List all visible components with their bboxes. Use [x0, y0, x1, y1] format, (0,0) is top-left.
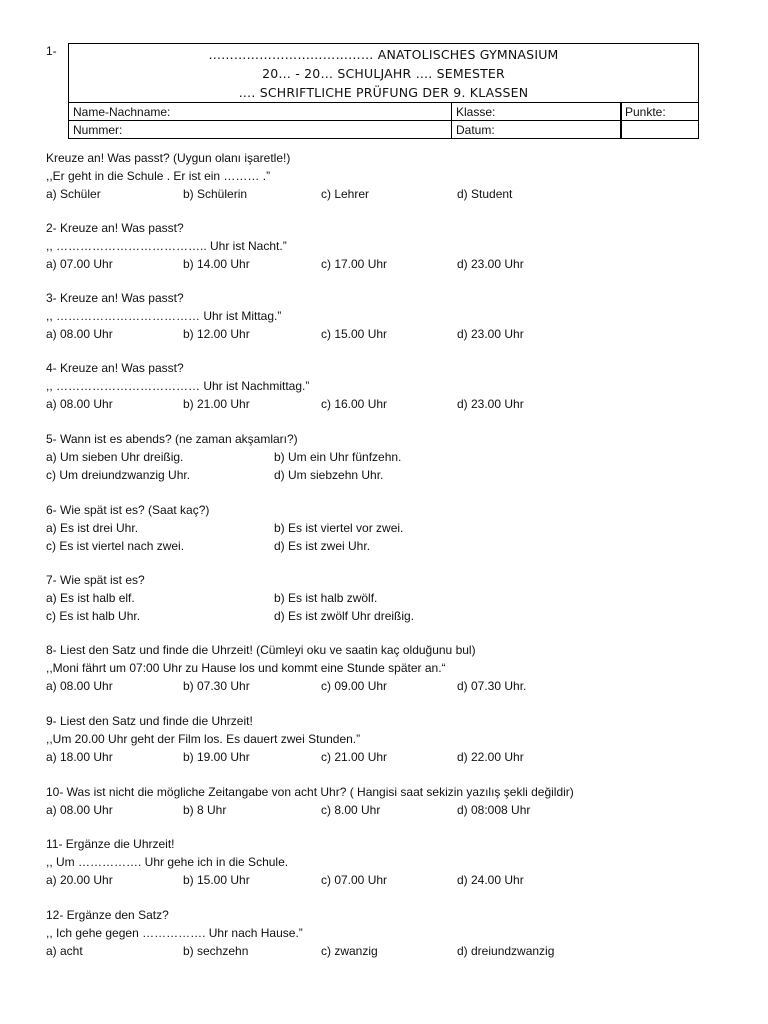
- option-a[interactable]: a) acht: [46, 944, 83, 958]
- option-b[interactable]: b) Schülerin: [183, 187, 248, 201]
- option-d[interactable]: d) 22.00 Uhr: [457, 750, 524, 764]
- options-row: [46, 185, 726, 203]
- punkte-field[interactable]: Punkte:: [625, 105, 666, 119]
- header-row-number: [69, 121, 698, 139]
- question-sentence: ,, ……………………………… Uhr ist Nachmittag.”: [46, 379, 310, 393]
- options-row: [46, 942, 726, 960]
- options-row-1: [46, 519, 726, 537]
- option-b[interactable]: b) 14.00 Uhr: [183, 257, 250, 271]
- option-b[interactable]: b) 12.00 Uhr: [183, 327, 250, 341]
- option-c[interactable]: c) 09.00 Uhr: [321, 679, 388, 693]
- option-a[interactable]: a) Um sieben Uhr dreißig.: [46, 450, 184, 464]
- option-c[interactable]: c) 21.00 Uhr: [321, 750, 388, 764]
- option-a[interactable]: a) 20.00 Uhr: [46, 873, 113, 887]
- option-b[interactable]: b) sechzehn: [183, 944, 249, 958]
- school-year: 20… - 20… SCHULJAHR …. SEMESTER: [262, 66, 505, 81]
- option-c[interactable]: c) Es ist halb Uhr.: [46, 609, 141, 623]
- option-c[interactable]: c) 15.00 Uhr: [321, 327, 388, 341]
- question-11: [46, 835, 726, 889]
- question-6: [46, 501, 726, 555]
- question-sentence: ,, ……………………………… Uhr ist Mittag.”: [46, 309, 282, 323]
- options-row-1: [46, 589, 726, 607]
- option-b[interactable]: b) 8 Uhr: [183, 803, 227, 817]
- option-a[interactable]: a) 07.00 Uhr: [46, 257, 113, 271]
- option-b[interactable]: b) Es ist halb zwölf.: [274, 591, 378, 605]
- option-a[interactable]: a) 08.00 Uhr: [46, 397, 113, 411]
- option-c[interactable]: c) Lehrer: [321, 187, 370, 201]
- question-prompt: 12- Ergänze den Satz?: [46, 908, 169, 922]
- option-d[interactable]: d) 08:008 Uhr: [457, 803, 531, 817]
- option-c[interactable]: c) 8.00 Uhr: [321, 803, 381, 817]
- option-a[interactable]: a) 08.00 Uhr: [46, 803, 113, 817]
- question-sentence: ,,Moni fährt um 07:00 Uhr zu Hause los und kommt eine Stunde später an.“: [46, 661, 446, 675]
- options-row-2: [46, 607, 726, 625]
- question-1: [46, 149, 726, 203]
- question-prompt: 2- Kreuze an! Was passt?: [46, 221, 184, 235]
- option-d[interactable]: d) Es ist zwölf Uhr dreißig.: [274, 609, 415, 623]
- question-7: [46, 571, 726, 625]
- question-4: [46, 359, 726, 413]
- datum-field[interactable]: Datum:: [452, 121, 621, 139]
- option-d[interactable]: d) dreiundzwanzig: [457, 944, 555, 958]
- option-b[interactable]: b) 15.00 Uhr: [183, 873, 250, 887]
- option-d[interactable]: d) 24.00 Uhr: [457, 873, 524, 887]
- question-12: [46, 906, 726, 960]
- options-row-2: [46, 537, 726, 555]
- question-8: [46, 641, 726, 695]
- first-question-number: 1-: [46, 44, 57, 58]
- header-title-block: [69, 44, 698, 103]
- question-sentence: ,, Um ……………. Uhr gehe ich in die Schule.: [46, 855, 289, 869]
- exam-header-table: [68, 43, 699, 139]
- options-row: [46, 871, 726, 889]
- question-sentence: ,, ……………………………….. Uhr ist Nacht.”: [46, 239, 287, 253]
- question-prompt: 11- Ergänze die Uhrzeit!: [46, 837, 175, 851]
- options-row: [46, 325, 726, 343]
- options-row-2: [46, 466, 726, 484]
- option-c[interactable]: c) 17.00 Uhr: [321, 257, 388, 271]
- question-2: [46, 219, 726, 273]
- options-row-1: [46, 448, 726, 466]
- options-row: [46, 677, 726, 695]
- option-c[interactable]: c) Um dreiundzwanzig Uhr.: [46, 468, 191, 482]
- header-row-name: [69, 103, 698, 121]
- option-a[interactable]: a) 08.00 Uhr: [46, 679, 113, 693]
- option-b[interactable]: b) 21.00 Uhr: [183, 397, 250, 411]
- option-d[interactable]: d) Student: [457, 187, 513, 201]
- question-prompt: Kreuze an! Was passt? (Uygun olanı işaretle!): [46, 151, 291, 165]
- option-c[interactable]: c) zwanzig: [321, 944, 378, 958]
- punkte-divider: [621, 103, 622, 139]
- exam-title: …. SCHRIFTLICHE PRÜFUNG DER 9. KLASSEN: [238, 85, 529, 100]
- nummer-field[interactable]: Nummer:: [69, 121, 452, 139]
- option-c[interactable]: c) 16.00 Uhr: [321, 397, 388, 411]
- option-a[interactable]: a) 08.00 Uhr: [46, 327, 113, 341]
- question-prompt: 8- Liest den Satz und finde die Uhrzeit! (Cümleyi oku ve saatin kaç olduğunu bul): [46, 643, 476, 657]
- option-b[interactable]: b) 07.30 Uhr: [183, 679, 250, 693]
- question-prompt: 6- Wie spät ist es? (Saat kaç?): [46, 503, 210, 517]
- question-3: [46, 289, 726, 343]
- question-prompt: 5- Wann ist es abends? (ne zaman akşamları?): [46, 432, 298, 446]
- options-row: [46, 801, 726, 819]
- option-b[interactable]: b) Um ein Uhr fünfzehn.: [274, 450, 402, 464]
- question-10: [46, 783, 726, 819]
- question-prompt: 4- Kreuze an! Was passt?: [46, 361, 184, 375]
- option-b[interactable]: b) Es ist viertel vor zwei.: [274, 521, 404, 535]
- options-row: [46, 395, 726, 413]
- option-b[interactable]: b) 19.00 Uhr: [183, 750, 250, 764]
- option-d[interactable]: d) Es ist zwei Uhr.: [274, 539, 371, 553]
- question-prompt: 3- Kreuze an! Was passt?: [46, 291, 184, 305]
- question-sentence: ,,Um 20.00 Uhr geht der Film los. Es dauert zwei Stunden.”: [46, 732, 361, 746]
- option-a[interactable]: a) Es ist drei Uhr.: [46, 521, 139, 535]
- option-d[interactable]: d) 07.30 Uhr.: [457, 679, 527, 693]
- option-a[interactable]: a) Schüler: [46, 187, 101, 201]
- option-c[interactable]: c) Es ist viertel nach zwei.: [46, 539, 185, 553]
- question-prompt: 7- Wie spät ist es?: [46, 573, 145, 587]
- question-prompt: 10- Was ist nicht die mögliche Zeitangabe von acht Uhr? ( Hangisi saat sekizin yazılış şekli değildir): [46, 785, 574, 799]
- question-sentence: ,,Er geht in die Schule . Er ist ein ……… .”: [46, 169, 271, 183]
- option-d[interactable]: d) Um siebzehn Uhr.: [274, 468, 384, 482]
- options-row: [46, 748, 726, 766]
- option-d[interactable]: d) 23.00 Uhr: [457, 397, 524, 411]
- name-field[interactable]: Name-Nachname:: [69, 103, 452, 121]
- question-sentence: ,, Ich gehe gegen ……………. Uhr nach Hause.”: [46, 926, 303, 940]
- question-prompt: 9- Liest den Satz und finde die Uhrzeit!: [46, 714, 253, 728]
- option-d[interactable]: d) 23.00 Uhr: [457, 327, 524, 341]
- question-5: [46, 430, 726, 484]
- option-d[interactable]: d) 23.00 Uhr: [457, 257, 524, 271]
- school-name: ………………………………… ANATOLISCHES GYMNASIUM: [208, 47, 559, 62]
- option-a[interactable]: a) 18.00 Uhr: [46, 750, 113, 764]
- option-a[interactable]: a) Es ist halb elf.: [46, 591, 135, 605]
- question-9: [46, 712, 726, 766]
- option-c[interactable]: c) 07.00 Uhr: [321, 873, 388, 887]
- options-row: [46, 255, 726, 273]
- klasse-field[interactable]: Klasse:: [452, 103, 621, 121]
